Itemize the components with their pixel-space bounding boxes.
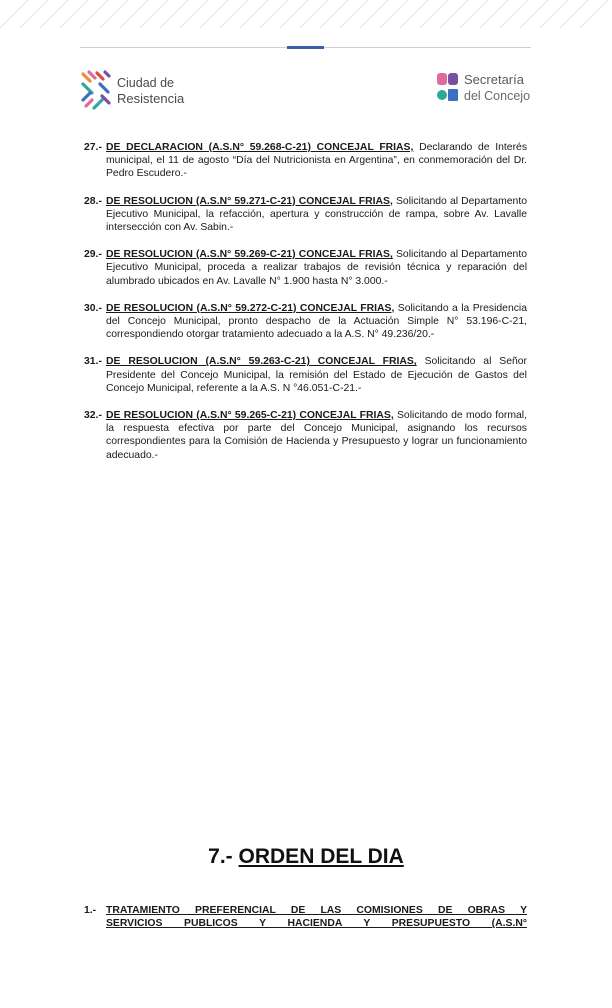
item-heading: DE RESOLUCION (A.S.N° 59.272-C-21) CONCEJAL FRIAS,: [106, 302, 395, 314]
item-heading-line2: SERVICIOS PUBLICOS Y HACIENDA Y PRESUPUESTO (A.S.N°: [106, 918, 527, 930]
item-body: Solicitando al Departamento Ejecutivo Municipal, la refacción, apertura y construcción de rampa, sobre Av. Lavalle intersección con Av. Sabin.-: [106, 195, 527, 234]
item-body: Solicitando de modo formal, la respuesta efectiva por parte del Concejo Municipal, asignando los recursos correspondientes para la Comisión de Hacienda y Presupuesto y lograr un funcionamiento adecuado.-: [106, 410, 528, 461]
header-texture: [0, 0, 612, 28]
item-body: Solicitando al Departamento Ejecutivo Municipal, proceda a realizar trabajos de revisión técnica y reparación del alumbrado ubicados en Av. Lavalle N° 1.900 hasta N° 3.000.-: [106, 249, 527, 287]
header-accent-bar: [287, 46, 324, 49]
ciudad-logo-icon: [80, 70, 112, 112]
item-heading: DE RESOLUCION (A.S.N° 59.265-C-21) CONCEJAL FRIAS,: [106, 410, 394, 422]
item-heading-line1: TRATAMIENTO PREFERENCIAL DE LAS COMISIONES DE OBRAS Y: [106, 905, 527, 916]
item-heading: DE RESOLUCION (A.S.N° 59.271-C-21) CONCEJAL FRIAS,: [106, 195, 393, 207]
ciudad-resistencia-logo: [80, 70, 210, 114]
section-title: [0, 845, 612, 869]
item-number: 1.-: [84, 905, 97, 916]
agenda-item-32: [84, 409, 527, 462]
agenda-item-27: [84, 141, 527, 181]
logo-left-line2: Resistencia: [117, 91, 185, 106]
item-body: Solicitando a la Presidencia del Concejo Municipal, pronto despacho de la Actuación Simple N° 53.196-C-21, correspondiendo otorgar tratamiento adecuado a la A.S. N° 49.236/20.-: [106, 302, 528, 341]
logo-right-line2: del Concejo: [464, 89, 531, 103]
item-number: 32.-: [84, 410, 102, 422]
agenda-items-list: [84, 141, 527, 476]
item-number: 30.-: [84, 302, 102, 314]
item-body: Solicitando al Señor Presidente del Concejo Municipal, la remisión del Estado de Ejecución de Gastos del Concejo Municipal, referente a la A.S. N °46.051-C-21.-: [106, 356, 527, 394]
item-heading: DE RESOLUCION (A.S.N° 59.269-C-21) CONCEJAL FRIAS,: [106, 249, 393, 261]
orden-del-dia-item-1: [84, 904, 527, 930]
item-heading: DE DECLARACION (A.S.N° 59.268-C-21) CONCEJAL FRIAS,: [106, 142, 414, 153]
item-number: 27.-: [84, 142, 102, 153]
logo-left-line1: Ciudad de: [117, 76, 174, 90]
secretaria-logo-icon: [436, 72, 460, 104]
logo-right-line1: Secretaría: [464, 72, 524, 87]
item-heading: DE RESOLUCION (A.S.N° 59.263-C-21) CONCEJAL FRIAS,: [106, 356, 417, 368]
secretaria-concejo-logo: [436, 72, 546, 108]
section-prefix: 7.-: [208, 845, 239, 868]
item-number: 28.-: [84, 195, 102, 207]
agenda-item-31: [84, 355, 527, 395]
item-body: Declarando de Interés municipal, el 11 de agosto “Día del Nutricionista en Argentina”, en conmemoración del Dr. Pedro Escudero.-: [106, 142, 528, 180]
item-number: 29.-: [84, 249, 102, 261]
item-number: 31.-: [84, 356, 102, 368]
agenda-item-29: [84, 248, 527, 288]
agenda-item-28: [84, 195, 527, 235]
section-title-text: ORDEN DEL DIA: [238, 845, 404, 868]
agenda-item-30: [84, 302, 527, 342]
